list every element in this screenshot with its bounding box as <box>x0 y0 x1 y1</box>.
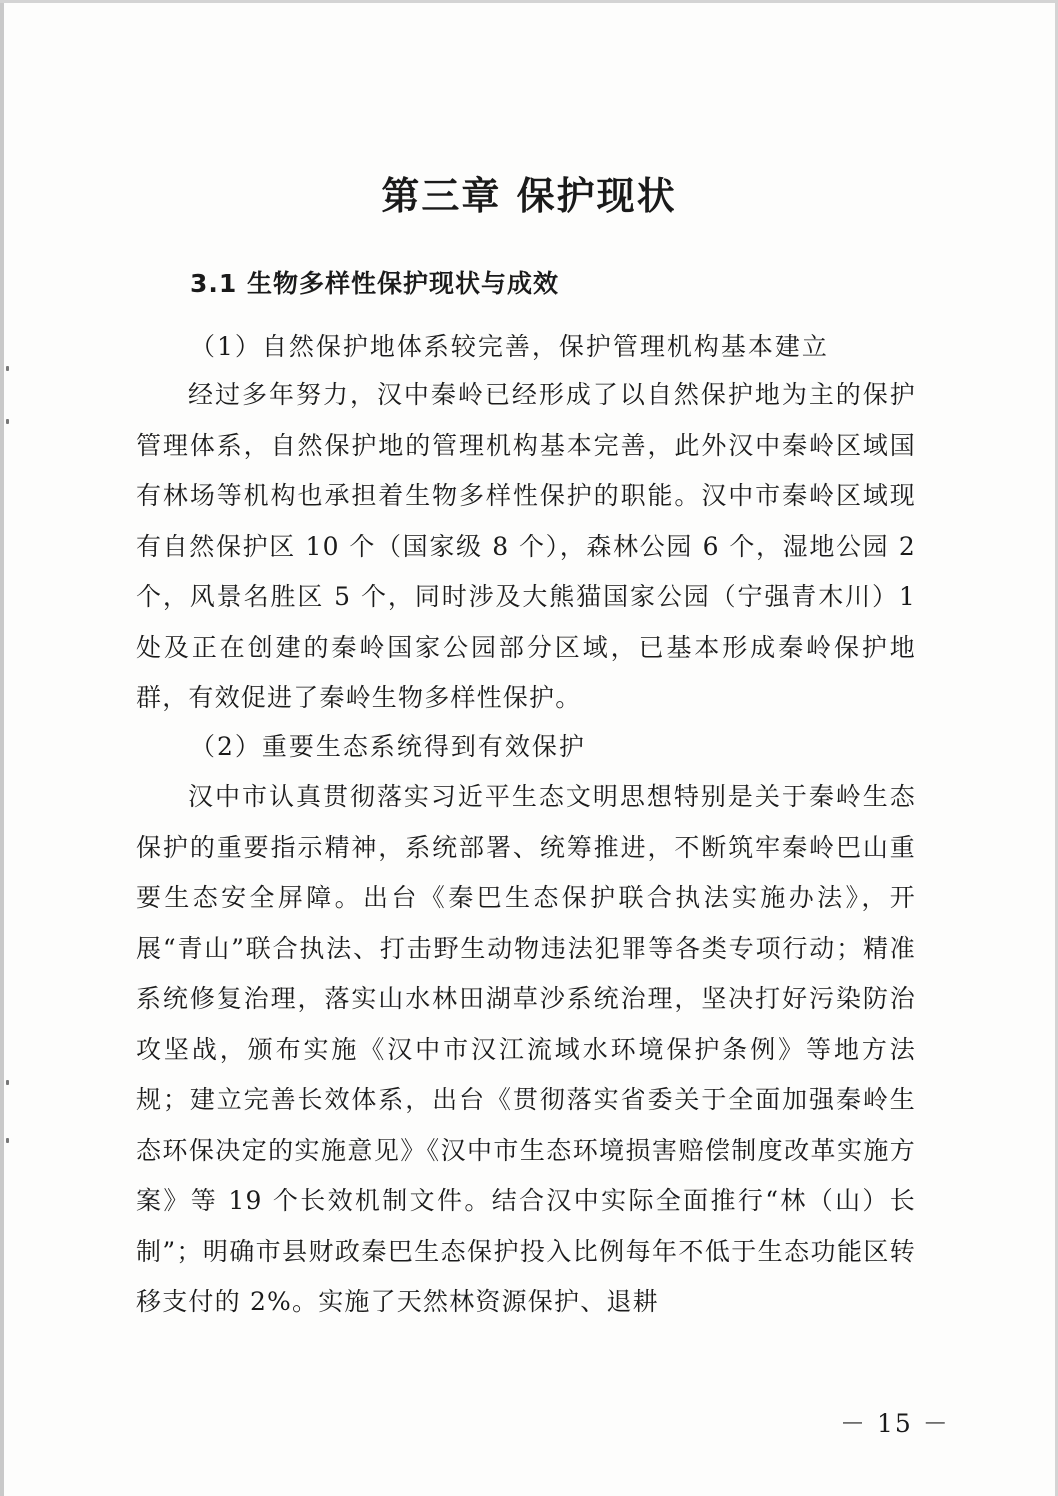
section-heading: 3.1 生物多样性保护现状与成效 <box>190 269 559 298</box>
scan-speck <box>6 366 9 371</box>
subsection-1-paragraph: 经过多年努力，汉中秦岭已经形成了以自然保护地为主的保护管理体系，自然保护地的管理机构基本完善，此外汉中秦岭区域国有林场等机构也承担着生物多样性保护的职能。汉中市秦岭区域现有自然保护区 10 个（国家级 8 个），森林公园 6 个，湿地公园 2 个，风景名胜区 5 个，同时涉及大熊猫国家公园（宁强青木川）1 处及正在创建的秦岭国家公园部分区域，已基本形成秦岭保护地群，有效促进了秦岭生物多样性保护。 <box>136 380 916 712</box>
scan-speck <box>6 419 9 424</box>
scan-speck <box>6 1080 9 1085</box>
scan-speck <box>6 1138 9 1143</box>
page-edge-left <box>0 0 4 1496</box>
subsection-2-heading: （2）重要生态系统得到有效保护 <box>190 732 586 761</box>
subsection-1-heading: （1）自然保护地体系较完善，保护管理机构基本建立 <box>190 332 829 361</box>
subsection-2-paragraph: 汉中市认真贯彻落实习近平生态文明思想特别是关于秦岭生态保护的重要指示精神，系统部署、统筹推进，不断筑牢秦岭巴山重要生态安全屏障。出台《秦巴生态保护联合执法实施办法》，开展“青山”联合执法、打击野生动物违法犯罪等各类专项行动；精准系统修复治理，落实山水林田湖草沙系统治理，坚决打好污染防治攻坚战，颁布实施《汉中市汉江流域水环境保护条例》等地方法规；建立完善长效体系，出台《贯彻落实省委关于全面加强秦岭生态环保决定的实施意见》《汉中市生态环境损害赔偿制度改革实施方案》等 19 个长效机制文件。结合汉中实际全面推行“林（山）长制”；明确市县财政秦巴生态保护投入比例每年不低于生态功能区转移支付的 2%。实施了天然林资源保护、退耕 <box>136 782 916 1316</box>
chapter-title: 第三章 保护现状 <box>381 174 677 218</box>
page-number: － 15 － <box>840 1409 950 1438</box>
page-edge-top <box>0 0 1058 3</box>
